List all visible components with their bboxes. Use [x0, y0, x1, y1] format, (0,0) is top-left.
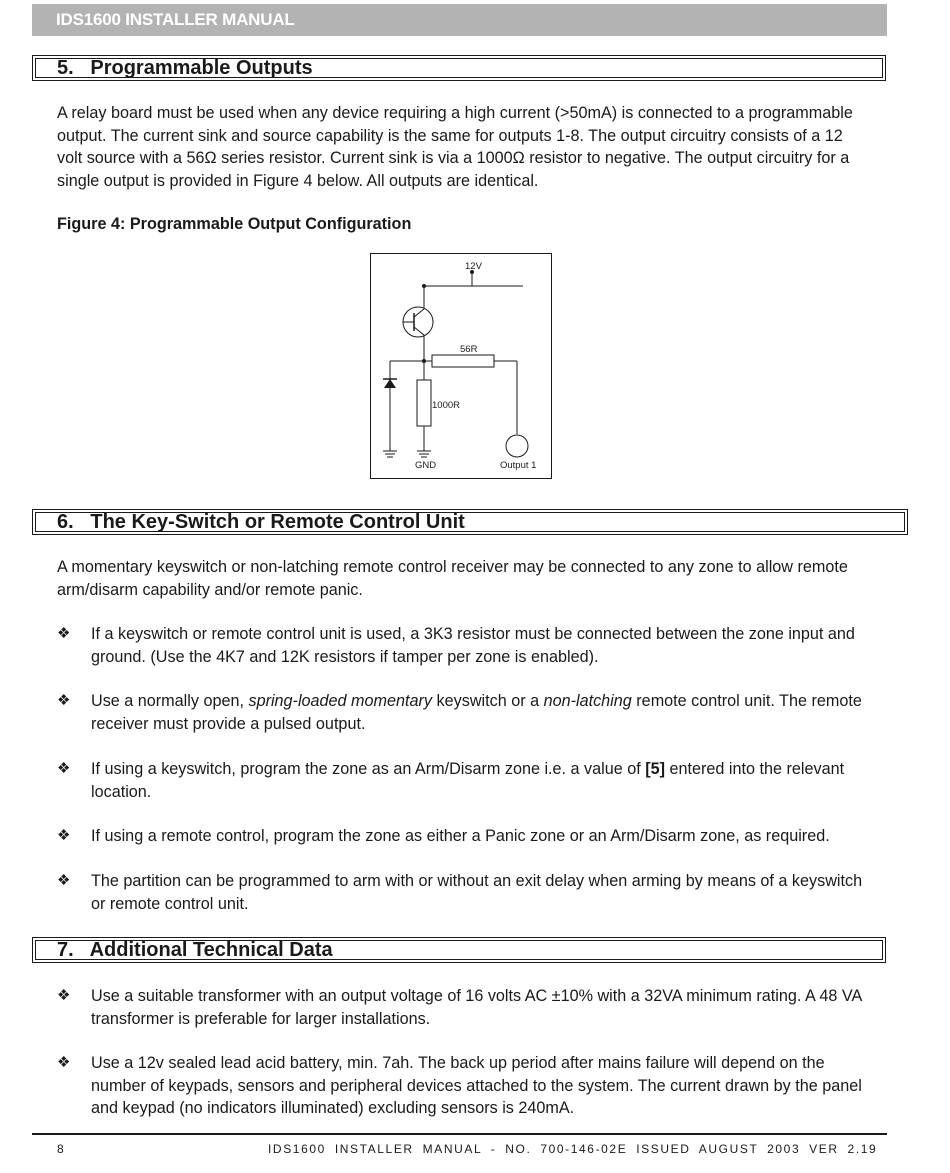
page-number: 8	[57, 1142, 64, 1156]
bullet-icon: ❖	[57, 625, 71, 642]
section-5-heading-box	[32, 55, 886, 81]
bullet-icon: ❖	[57, 872, 71, 889]
bullet-text: If a keyswitch or remote control unit is used, a 3K3 resistor must be connected between the zone input and ground. (Use the 4K7 and 12K resistors if tamper per zone is enabled).	[91, 625, 855, 666]
section-7-heading: 7. Additional Technical Data	[57, 939, 333, 961]
bullet-icon: ❖	[57, 1054, 71, 1071]
figure-border	[371, 254, 552, 479]
output-terminal	[506, 435, 528, 457]
bullet-text: Use a suitable transformer with an output voltage of 16 volts AC ±10% with a 32VA minimum rating. A 48 VA transformer is preferable for larger installations.	[91, 987, 862, 1028]
label-output-1: Output 1	[500, 460, 537, 471]
bullet-icon: ❖	[57, 987, 71, 1004]
label-gnd: GND	[415, 460, 437, 471]
diode-symbol	[384, 379, 396, 388]
running-header-title: IDS1600 INSTALLER MANUAL	[56, 10, 295, 29]
label-12v: 12V	[465, 261, 482, 272]
running-header	[32, 4, 887, 36]
footer-rule	[32, 1133, 887, 1135]
figure-4-circuit-diagram	[370, 253, 552, 479]
figure-4-caption: Figure 4: Programmable Output Configuration	[57, 215, 412, 233]
section-6-heading-box	[32, 509, 908, 535]
section-7-heading-box	[32, 937, 886, 963]
bullet-icon: ❖	[57, 692, 71, 709]
resistor-56r	[432, 355, 494, 367]
section-6-heading: 6. The Key-Switch or Remote Control Unit	[57, 511, 465, 533]
label-56r: 56R	[460, 344, 478, 355]
resistor-1000r	[417, 380, 431, 426]
bullet-text: Use a normally open, spring-loaded momentary keyswitch or a non-latching remote control unit. The remote receiver must provide a pulsed output.	[91, 692, 862, 733]
bullet-text: The partition can be programmed to arm with or without an exit delay when arming by means of a keyswitch or remote control unit.	[91, 872, 863, 913]
bullet-text: If using a keyswitch, program the zone as an Arm/Disarm zone i.e. a value of [5] entered into the relevant location.	[91, 760, 845, 801]
bullet-text: If using a remote control, program the zone as either a Panic zone or an Arm/Disarm zone, as required.	[91, 827, 830, 845]
section-5-paragraph: A relay board must be used when any device requiring a high current (>50mA) is connected to a programmable output. The current sink and source capability is the same for outputs 1-8. The output circuitry consists of a 12 volt source with a 56Ω series resistor. Current sink is via a 1000Ω resistor to negative. The output circuitry for a single output is provided in Figure 4 below. All outputs are identical.	[57, 104, 853, 190]
footer-text: IDS1600 INSTALLER MANUAL - NO. 700-146-02E ISSUED AUGUST 2003 VER 2.19	[268, 1142, 878, 1156]
label-1000r: 1000R	[432, 400, 460, 411]
section-6-paragraph: A momentary keyswitch or non-latching remote control receiver may be connected to any zone to allow remote arm/disarm capability and/or remote panic.	[57, 558, 848, 599]
bullet-icon: ❖	[57, 760, 71, 777]
bullet-icon: ❖	[57, 827, 71, 844]
bullet-text: Use a 12v sealed lead acid battery, min. 7ah. The back up period after mains failure will depend on the number of keypads, sensors and peripheral devices attached to the system. The current drawn by the panel and keypad (no indicators illuminated) excluding sensors is 240mA.	[91, 1054, 862, 1118]
section-5-heading: 5. Programmable Outputs	[57, 57, 313, 79]
